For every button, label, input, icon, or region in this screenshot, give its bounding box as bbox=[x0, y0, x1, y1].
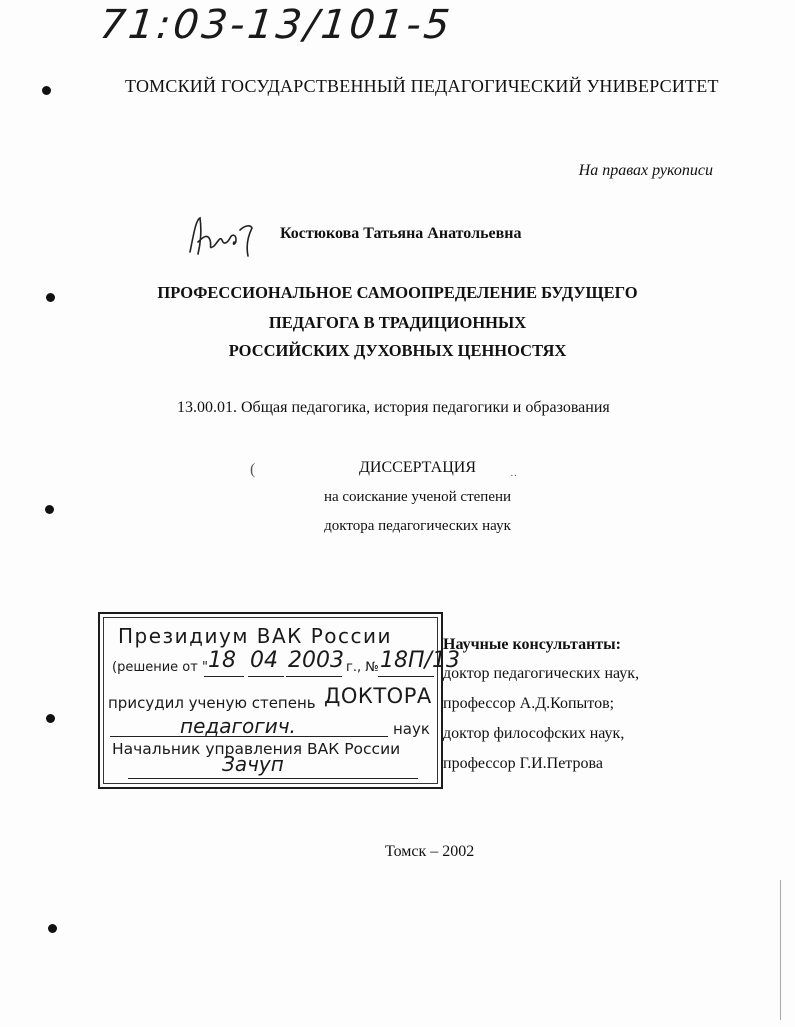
stamp-sciences-label: наук bbox=[393, 720, 430, 738]
stamp-underline bbox=[204, 676, 244, 677]
binding-hole-icon bbox=[46, 714, 55, 723]
consultant-line: профессор Г.И.Петрова bbox=[443, 755, 603, 772]
degree-subtitle: доктора педагогических наук bbox=[324, 518, 511, 534]
scan-edge-line bbox=[780, 880, 781, 1020]
stamp-science-field: педагогич. bbox=[180, 714, 296, 738]
author-signature-icon bbox=[186, 212, 261, 267]
scan-mark-icon: ( bbox=[250, 461, 256, 478]
stamp-awarded-label: присудил ученую степень bbox=[108, 694, 316, 712]
stamp-year-suffix: г., № bbox=[346, 660, 379, 675]
scan-mark-icon: ·· bbox=[510, 470, 518, 482]
consultant-line: профессор А.Д.Копытов; bbox=[443, 695, 615, 712]
specialty-code: 13.00.01. Общая педагогика, история педагогики и образования bbox=[177, 399, 610, 416]
binding-hole-icon bbox=[46, 293, 55, 302]
dissertation-label: ДИССЕРТАЦИЯ bbox=[359, 459, 476, 476]
university-name: ТОМСКИЙ ГОСУДАРСТВЕННЫЙ ПЕДАГОГИЧЕСКИЙ УНИВЕРСИТЕТ bbox=[125, 76, 719, 96]
stamp-date-day: 18 bbox=[208, 648, 236, 673]
binding-hole-icon bbox=[48, 924, 57, 933]
consultant-line: доктор педагогических наук, bbox=[443, 665, 640, 682]
vak-stamp bbox=[98, 612, 460, 789]
dissertation-title-line: ПЕДАГОГА В ТРАДИЦИОННЫХ bbox=[268, 313, 527, 332]
binding-hole-icon bbox=[45, 505, 54, 514]
stamp-degree: ДОКТОРА bbox=[324, 684, 432, 708]
stamp-decision-label: (решение от " bbox=[112, 660, 208, 675]
city-year: Томск – 2002 bbox=[385, 843, 475, 860]
stamp-head-label: Начальник управления ВАК России bbox=[112, 740, 401, 758]
consultant-line: доктор философских наук, bbox=[443, 725, 625, 742]
stamp-underline bbox=[378, 676, 434, 677]
stamp-underline bbox=[248, 676, 284, 677]
stamp-underline bbox=[110, 736, 388, 737]
manuscript-rights-note: На правах рукописи bbox=[578, 162, 713, 179]
binding-hole-icon bbox=[42, 86, 51, 95]
stamp-title: Президиум ВАК России bbox=[118, 624, 393, 648]
degree-subtitle: на соискание ученой степени bbox=[323, 489, 512, 505]
author-name: Костюкова Татьяна Анатольевна bbox=[280, 225, 522, 242]
consultants-heading: Научные консультанты: bbox=[443, 636, 621, 653]
stamp-date-month: 04 bbox=[250, 648, 278, 673]
dissertation-title-line: РОССИЙСКИХ ДУХОВНЫХ ЦЕННОСТЯХ bbox=[228, 341, 567, 360]
archive-number-handwritten: 71:03-13/101-5 bbox=[97, 2, 455, 48]
stamp-date-year: 2003 bbox=[288, 648, 344, 673]
dissertation-title-line: ПРОФЕССИОНАЛЬНОЕ САМООПРЕДЕЛЕНИЕ БУДУЩЕГО bbox=[157, 283, 638, 302]
stamp-underline bbox=[128, 778, 418, 779]
stamp-underline bbox=[286, 676, 342, 677]
stamp-decision-number: 18П/13 bbox=[380, 648, 460, 673]
stamp-head-signature: Зачуп bbox=[222, 752, 284, 776]
